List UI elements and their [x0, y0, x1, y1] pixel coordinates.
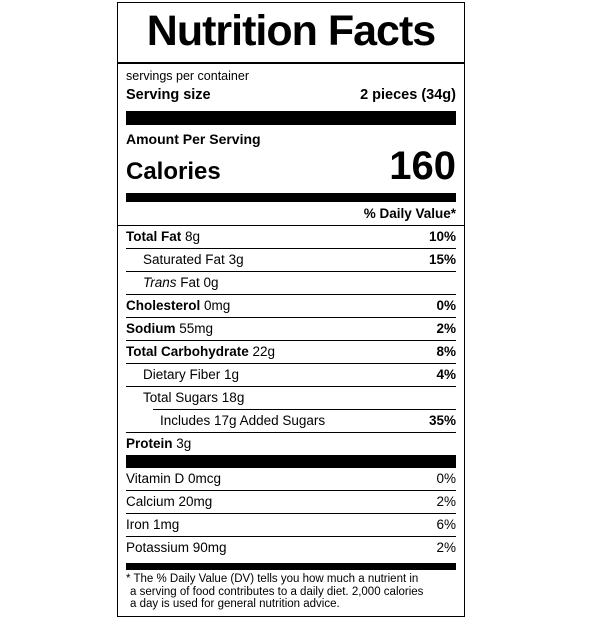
daily-value-header: % Daily Value*: [118, 202, 464, 226]
nutrient-dv: 6%: [436, 517, 456, 532]
nutrient-name: Potassium 90mg: [126, 540, 227, 555]
vitamin-row: [126, 490, 456, 513]
nutrient-row: [126, 317, 456, 340]
nutrient-name: Vitamin D 0mcg: [126, 471, 222, 486]
footnote-line: a day is used for general nutrition advice.: [130, 598, 340, 610]
vitamins-section: [118, 468, 464, 559]
nutrient-name: Saturated Fat 3g: [143, 252, 244, 267]
nutrient-dv: 8%: [436, 344, 456, 359]
footnote-line: a serving of food contributes to a daily diet. 2,000 calories: [130, 585, 424, 598]
serving-size-value: 2 pieces (34g): [360, 87, 456, 103]
nutrient-name: Sodium 55mg: [126, 321, 214, 336]
nutrients-section: [118, 226, 464, 455]
vitamin-row: [126, 468, 456, 490]
nutrient-name: Iron 1mg: [126, 517, 180, 532]
nutrition-label: [117, 2, 465, 617]
nutrient-row: [126, 248, 456, 271]
nutrient-name: Total Sugars 18g: [143, 390, 245, 405]
nutrient-dv: 35%: [428, 413, 456, 428]
nutrient-row: [126, 363, 456, 386]
nutrient-name: Protein 3g: [126, 436, 192, 451]
nutrient-name: Calcium 20mg: [126, 494, 213, 509]
nutrient-dv: 2%: [436, 321, 456, 336]
footnote: [118, 570, 464, 616]
label-title: Nutrition Facts: [146, 7, 436, 55]
footnote-line: * The % Daily Value (DV) tells you how much a nutrient in: [126, 573, 419, 585]
divider-bar-medium: [126, 193, 456, 202]
divider-bar-thick: [126, 111, 456, 125]
nutrient-name: Dietary Fiber 1g: [143, 367, 240, 382]
nutrient-row: [126, 386, 456, 409]
nutrient-name: Includes 17g Added Sugars: [160, 413, 326, 428]
nutrient-dv: 0%: [436, 471, 456, 486]
nutrient-dv: 10%: [428, 229, 456, 244]
nutrient-row: [126, 226, 456, 248]
vitamin-row: [126, 536, 456, 559]
serving-size-label: Serving size: [126, 87, 211, 103]
nutrient-dv: 2%: [436, 540, 456, 555]
servings-per-container: servings per container: [126, 69, 249, 83]
nutrient-row: [153, 409, 456, 432]
nutrient-name: Total Carbohydrate 22g: [126, 344, 276, 359]
nutrient-name: Cholesterol 0mg: [126, 298, 231, 313]
nutrient-row: [126, 271, 456, 294]
amount-per-serving: Amount Per Serving: [126, 131, 261, 147]
title-section: [118, 3, 464, 64]
nutrient-row: [126, 294, 456, 317]
vitamin-row: [126, 513, 456, 536]
nutrient-name: Trans Fat 0g: [143, 275, 219, 290]
nutrient-row: [126, 432, 456, 455]
divider-bar-thin: [126, 563, 456, 570]
nutrient-dv: 2%: [436, 494, 456, 509]
nutrient-dv: 0%: [436, 298, 456, 313]
calories-value: 160: [389, 144, 456, 188]
nutrient-row: [126, 340, 456, 363]
serving-size-row: [118, 86, 464, 105]
divider-bar-thick-2: [126, 455, 456, 468]
nutrient-dv: 4%: [436, 367, 456, 382]
calories-row: [118, 144, 464, 191]
nutrient-name: Total Fat 8g: [126, 229, 201, 244]
calories-label: Calories: [126, 158, 221, 185]
nutrient-dv: 15%: [428, 252, 456, 267]
